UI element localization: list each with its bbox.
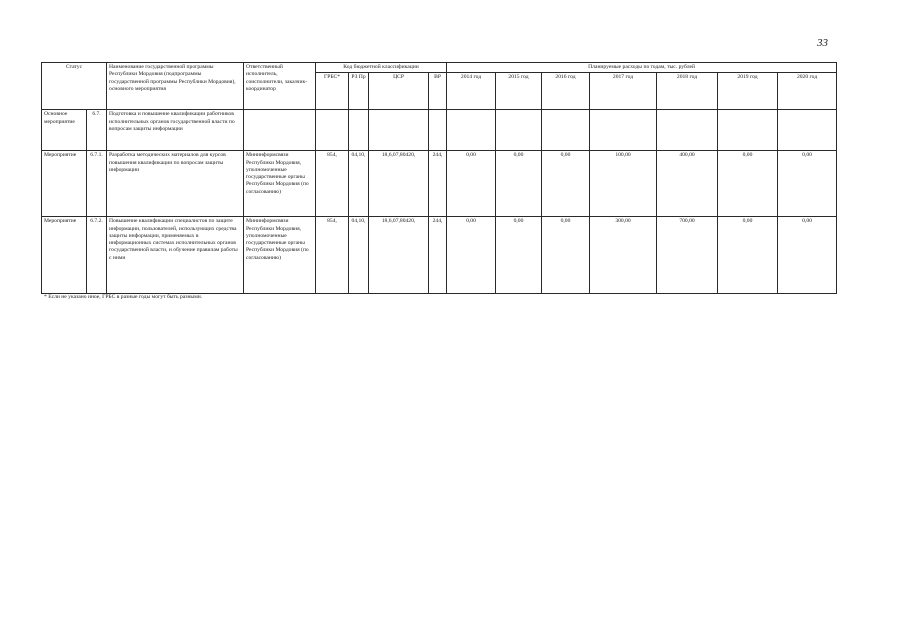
row-value xyxy=(657,110,718,151)
row-value: 400,00 xyxy=(657,151,718,217)
row-value: 100,00 xyxy=(590,151,657,217)
row-value xyxy=(718,110,778,151)
status-header: Статус xyxy=(42,63,107,110)
row-rz-pr xyxy=(349,110,369,151)
row-value: 0,00 xyxy=(778,217,837,294)
row-status: Мероприятие xyxy=(42,151,87,217)
program-expenses-table xyxy=(41,62,837,294)
row-value xyxy=(447,110,496,151)
row-vr: 244, xyxy=(429,217,447,294)
row-number: 6.7.2. xyxy=(87,217,107,294)
name-header: Наименование государственной программы Республики Мордовия (подпрограммы государственной программы Республики Мордовия), основного мероприятия xyxy=(107,63,244,110)
row-name: Повышение квалификации специалистов по защите информации, пользователей, использующих средства защиты информации, применяемых в информационных системах исполнительных органов государственной власти, и обучение правилам работы с ними xyxy=(107,217,244,294)
row-value: 0,00 xyxy=(542,217,590,294)
row-responsible: Мининформсвязи Республики Мордовия, уполномоченные государственные органы Республики Мордовия (по согласованию) xyxy=(244,217,316,294)
row-value: 0,00 xyxy=(718,217,778,294)
row-value: 0,00 xyxy=(542,151,590,217)
row-csr: 18,6,07,80420, xyxy=(369,217,429,294)
page-number: 33 xyxy=(817,37,828,49)
row-value: 0,00 xyxy=(496,151,542,217)
table-row xyxy=(42,217,837,294)
row-csr: 18,6,07,80420, xyxy=(369,151,429,217)
year-header: 2017 год xyxy=(590,73,657,110)
row-name: Подготовка и повышение квалификации работников исполнительных органов государственной власти по вопросам защиты информации xyxy=(107,110,244,151)
rz-pr-header: РЗ Пр xyxy=(349,73,369,110)
responsible-header: Ответственный исполнитель, соисполнители, заказчик-координатор xyxy=(244,63,316,110)
row-rz-pr: 04,10, xyxy=(349,217,369,294)
row-grbs xyxy=(316,110,349,151)
row-value: 0,00 xyxy=(778,151,837,217)
row-value: 0,00 xyxy=(496,217,542,294)
row-name: Разработка методических материалов для курсов повышения квалификации по вопросам защиты информации xyxy=(107,151,244,217)
row-value xyxy=(590,110,657,151)
footnote: * Если не указано иное, ГРБС в разные годы могут быть разными. xyxy=(44,294,203,300)
row-responsible xyxy=(244,110,316,151)
row-value: 300,00 xyxy=(590,217,657,294)
year-header: 2016 год xyxy=(542,73,590,110)
row-value: 700,00 xyxy=(657,217,718,294)
row-value: 0,00 xyxy=(447,151,496,217)
row-status: Основное мероприятие xyxy=(42,110,87,151)
row-value xyxy=(778,110,837,151)
vr-header: ВР xyxy=(429,73,447,110)
budget-code-header: Код бюджетной классификации xyxy=(316,63,447,73)
table-row xyxy=(42,151,837,217)
grbs-header: ГРБС* xyxy=(316,73,349,110)
row-grbs: 854, xyxy=(316,151,349,217)
table-row xyxy=(42,110,837,151)
row-value xyxy=(542,110,590,151)
year-header: 2015 год xyxy=(496,73,542,110)
row-vr xyxy=(429,110,447,151)
csr-header: ЦСР xyxy=(369,73,429,110)
row-rz-pr: 04,10, xyxy=(349,151,369,217)
row-csr xyxy=(369,110,429,151)
header-row-1 xyxy=(42,63,837,73)
row-status: Мероприятие xyxy=(42,217,87,294)
year-header: 2019 год xyxy=(718,73,778,110)
year-header: 2020 год xyxy=(778,73,837,110)
year-header: 2014 год xyxy=(447,73,496,110)
row-number: 6.7.1. xyxy=(87,151,107,217)
row-responsible: Мининформсвязи Республики Мордовия, уполномоченные государственные органы Республики Мордовия (по согласованию) xyxy=(244,151,316,217)
row-grbs: 854, xyxy=(316,217,349,294)
row-number: 6.7. xyxy=(87,110,107,151)
row-value: 0,00 xyxy=(718,151,778,217)
expenses-header: Планируемые расходы по годам, тыс. рублей xyxy=(447,63,837,73)
row-value xyxy=(496,110,542,151)
year-header: 2018 год xyxy=(657,73,718,110)
row-value: 0,00 xyxy=(447,217,496,294)
row-vr: 244, xyxy=(429,151,447,217)
